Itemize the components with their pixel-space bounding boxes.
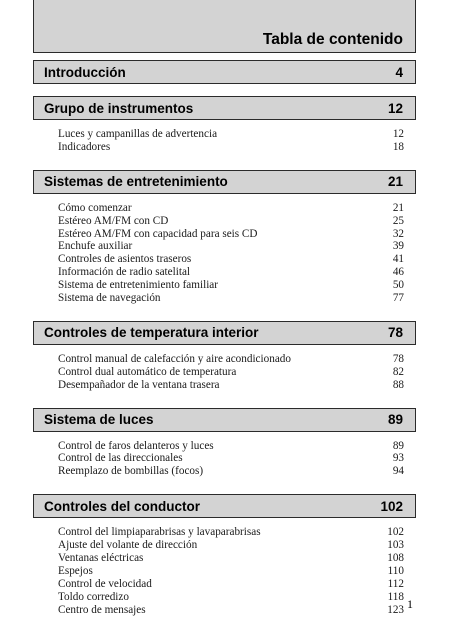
toc-entry[interactable] <box>58 215 404 228</box>
toc-entry-label: Controles de asientos traseros <box>58 253 192 266</box>
section-header[interactable] <box>33 170 416 194</box>
section-items <box>33 432 416 483</box>
toc-entry-label: Toldo corredizo <box>58 590 129 603</box>
toc-entry[interactable] <box>58 128 404 141</box>
toc-entry-page: 18 <box>392 140 404 153</box>
toc-entry-page: 89 <box>392 439 404 452</box>
section-items <box>33 518 416 620</box>
toc-entry-label: Ajuste del volante de dirección <box>58 539 198 552</box>
toc-entry-page: 123 <box>387 603 404 616</box>
toc-entry[interactable] <box>58 141 404 154</box>
toc-entry-label: Reemplazo de bombillas (focos) <box>58 465 204 478</box>
section-page: 12 <box>387 100 403 116</box>
toc-entry[interactable] <box>58 240 404 253</box>
toc-entry-label: Sistema de entretenimiento familiar <box>58 279 218 292</box>
section-header[interactable] <box>33 60 416 84</box>
toc-entry[interactable] <box>58 353 404 366</box>
toc-entry-label: Cómo comenzar <box>58 201 132 214</box>
toc-entry-page: 78 <box>392 352 404 365</box>
toc-entry-label: Luces y campanillas de advertencia <box>58 128 218 140</box>
toc-entry[interactable] <box>58 591 404 604</box>
section-page: 89 <box>387 412 403 428</box>
toc-entry-page: 21 <box>392 201 404 214</box>
toc-entry[interactable] <box>58 266 404 279</box>
section-page: 4 <box>395 64 403 80</box>
toc-entry[interactable] <box>58 228 404 241</box>
section-title: Controles de temperatura interior <box>44 325 259 341</box>
section-items <box>33 120 416 158</box>
toc-entry-page: 32 <box>392 227 404 240</box>
section-gap <box>33 84 416 96</box>
toc-entry-page: 46 <box>392 266 404 279</box>
toc-entry[interactable] <box>58 440 404 453</box>
toc-entry-label: Control del limpiaparabrisas y lavaparabrisas <box>58 526 261 539</box>
toc-entry[interactable] <box>58 452 404 465</box>
section-items <box>33 345 416 396</box>
toc-entry[interactable] <box>58 292 404 305</box>
section-page: 21 <box>387 174 403 190</box>
toc-entry-label: Control de faros delanteros y luces <box>58 439 214 452</box>
section-title: Sistemas de entretenimiento <box>44 174 228 190</box>
toc-entry[interactable] <box>58 526 404 539</box>
toc-entry[interactable] <box>58 578 404 591</box>
toc-entry-label: Indicadores <box>58 140 111 153</box>
section-header[interactable] <box>33 494 416 518</box>
section-page: 102 <box>380 498 403 514</box>
section-page: 78 <box>387 325 403 341</box>
toc-entry[interactable] <box>58 379 404 392</box>
section-header[interactable] <box>33 321 416 345</box>
toc-entry-page: 77 <box>392 292 404 305</box>
section-gap <box>33 309 416 321</box>
toc-entry-page: 110 <box>387 564 404 577</box>
section-header[interactable] <box>33 408 416 432</box>
section-gap <box>33 396 416 408</box>
toc-entry-label: Ventanas eléctricas <box>58 552 144 565</box>
toc-entry-page: 103 <box>387 539 404 552</box>
toc-entry-page: 50 <box>392 279 404 292</box>
toc-entry-label: Control de velocidad <box>58 577 152 590</box>
toc-entry-label: Control manual de calefacción y aire acondicionado <box>58 352 291 365</box>
toc-entry[interactable] <box>58 565 404 578</box>
toc-entry-page: 102 <box>387 526 404 539</box>
section-gap <box>33 482 416 494</box>
section-gap <box>33 158 416 170</box>
toc-entry[interactable] <box>58 539 404 552</box>
section-title: Introducción <box>44 64 126 80</box>
toc-entry-page: 112 <box>387 577 404 590</box>
section-title: Sistema de luces <box>44 412 154 428</box>
toc-entry-page: 41 <box>392 253 404 266</box>
header-band <box>33 0 416 53</box>
toc-entry-label: Espejos <box>58 564 93 577</box>
toc-entry[interactable] <box>58 202 404 215</box>
toc-entry-page: 118 <box>387 590 404 603</box>
page-title: Tabla de contenido <box>262 31 403 48</box>
toc-entry-page: 25 <box>392 214 404 227</box>
toc-entry[interactable] <box>58 366 404 379</box>
toc-entry-label: Control dual automático de temperatura <box>58 365 237 378</box>
toc-entry-page: 108 <box>387 552 404 565</box>
toc-entry-page: 39 <box>392 240 404 253</box>
toc-entry[interactable] <box>58 604 404 617</box>
toc-entry-label: Desempañador de la ventana trasera <box>58 378 220 391</box>
toc-entry-page: 82 <box>392 365 404 378</box>
toc-entry-label: Centro de mensajes <box>58 603 146 616</box>
toc-entry-page: 93 <box>392 452 404 465</box>
toc-entry[interactable] <box>58 552 404 565</box>
toc-entry[interactable] <box>58 253 404 266</box>
toc-entry-label: Estéreo AM/FM con capacidad para seis CD <box>58 227 258 240</box>
toc-entry-label: Sistema de navegación <box>58 292 161 305</box>
toc-entry-label: Enchufe auxiliar <box>58 240 133 253</box>
section-title: Grupo de instrumentos <box>44 100 194 116</box>
toc-entry-label: Control de las direccionales <box>58 452 183 465</box>
toc-entry-label: Estéreo AM/FM con CD <box>58 214 169 227</box>
toc-entry-page: 94 <box>392 465 404 478</box>
toc-entry-page: 88 <box>392 378 404 391</box>
section-title: Controles del conductor <box>44 498 201 514</box>
section-items <box>33 194 416 309</box>
section-header[interactable] <box>33 96 416 120</box>
toc-entry[interactable] <box>58 279 404 292</box>
toc-entry-label: Información de radio satelital <box>58 266 191 279</box>
toc-entry-page: 12 <box>392 128 404 140</box>
toc-entry[interactable] <box>58 465 404 478</box>
page-number: 1 <box>407 597 413 611</box>
table-of-contents <box>33 60 416 620</box>
